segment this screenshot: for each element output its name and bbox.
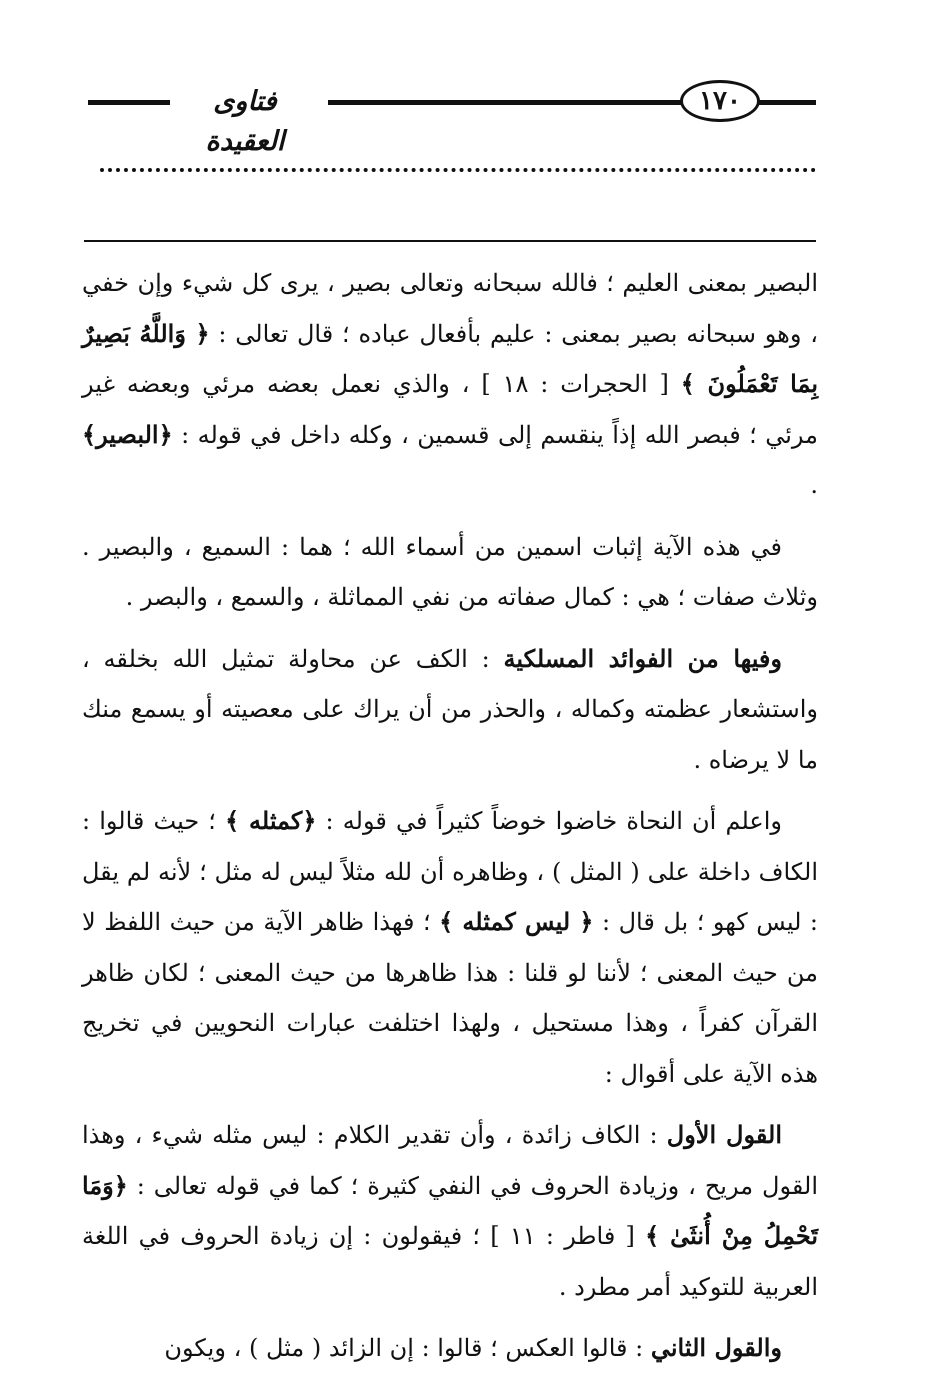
paragraph-5-text: : الكاف زائدة ، وأن تقدير الكلام : ليس مثله شيء ، وهذا القول مريح ، وزيادة الحروف في النفي كثيرة ؛ كما في قوله تعالى : <box>82 1121 818 1200</box>
paragraph-6-text: : قالوا العكس ؛ قالوا : إن الزائد ( مثل ) ، ويكون <box>164 1334 651 1362</box>
paragraph-2-text: في هذه الآية إثبات اسمين من أسماء الله ؛ هما : السميع ، والبصير . وثلاث صفات ؛ هي : كمال صفاته من نفي المماثلة ، والسمع ، والبصر . <box>82 532 818 611</box>
page-header <box>88 80 816 157</box>
paragraph-4 <box>82 796 818 1099</box>
paragraph-1-text: البصير بمعنى العليم ؛ فالله سبحانه وتعالى بصير ، يرى كل شيء وإن خفي ، وهو سبحانه بصير بمعنى : عليم بأفعال عباده ؛ قال تعالى : <box>82 269 818 348</box>
paragraph-3 <box>82 634 818 786</box>
quoted-word: ﴿كمثله ﴾ <box>225 806 317 835</box>
paragraph-5-text-end: [ فاطر : ١١ ] ؛ فيقولون : إن زيادة الحروف في اللغة العربية للتوكيد أمر مطرد . <box>82 1222 818 1301</box>
paragraph-1-end: . <box>810 471 818 499</box>
book-title: فتاوى العقيدة <box>170 82 320 162</box>
paragraph-5-lead: القول الأول <box>666 1120 782 1149</box>
paragraph-6-lead: والقول الثاني <box>650 1333 782 1362</box>
paragraph-3-lead: وفيها من الفوائد المسلكية <box>503 643 782 673</box>
body-text <box>82 258 818 1385</box>
paragraph-4-text: واعلم أن النحاة خاضوا خوضاً كثيراً في قوله : <box>316 807 782 835</box>
paragraph-3-text: : الكف عن محاولة تمثيل الله بخلقه ، واستشعار عظمته وكماله ، والحذر من أن يراك على معصيته أو يسمع منك ما لا يرضاه . <box>82 644 818 774</box>
quoted-word: ﴿البصير﴾ <box>82 419 173 449</box>
paragraph-4-text-end: ؛ فهذا ظاهر الآية من حيث اللفظ لا من حيث المعنى ؛ لأننا لو قلنا : هذا ظاهرها من حيث المعنى ؛ لكان ظاهر القرآن كفراً ، وهذا مستحيل ، ولهذا اختلفت عبارات النحويين في تخريج هذه الآية على أقوال : <box>82 908 818 1088</box>
quran-verse: ﴿ وَاللَّهُ بَصِيرٌ بِمَا تَعْمَلُونَ ﴾ <box>82 318 819 398</box>
quoted-phrase: ﴿ ليس كمثله ﴾ <box>439 907 594 936</box>
paragraph-5 <box>82 1110 818 1312</box>
paragraph-1-text-cont: [ الحجرات : ١٨ ] ، والذي نعمل بعضه مرئي وبعضه غير مرئي ؛ فبصر الله إذاً ينقسم إلى قسمين ، وكله داخل في قوله : <box>82 370 818 449</box>
dotted-divider <box>100 168 816 172</box>
paragraph-2 <box>82 522 818 623</box>
paragraph-4-text-cont: ؛ حيث قالوا : الكاف داخلة على ( المثل ) ، وظاهره أن لله مثلاً ليس له مثل ؛ لأنه لم يقل : ليس كهو ؛ بل قال : <box>82 807 819 936</box>
page-number: ١٧٠ <box>680 80 760 122</box>
quran-verse: ﴿وَمَا تَحْمِلُ مِنْ أُنثَىٰ ﴾ <box>82 1170 819 1250</box>
separator-line <box>84 240 816 242</box>
paragraph-1 <box>82 258 818 511</box>
